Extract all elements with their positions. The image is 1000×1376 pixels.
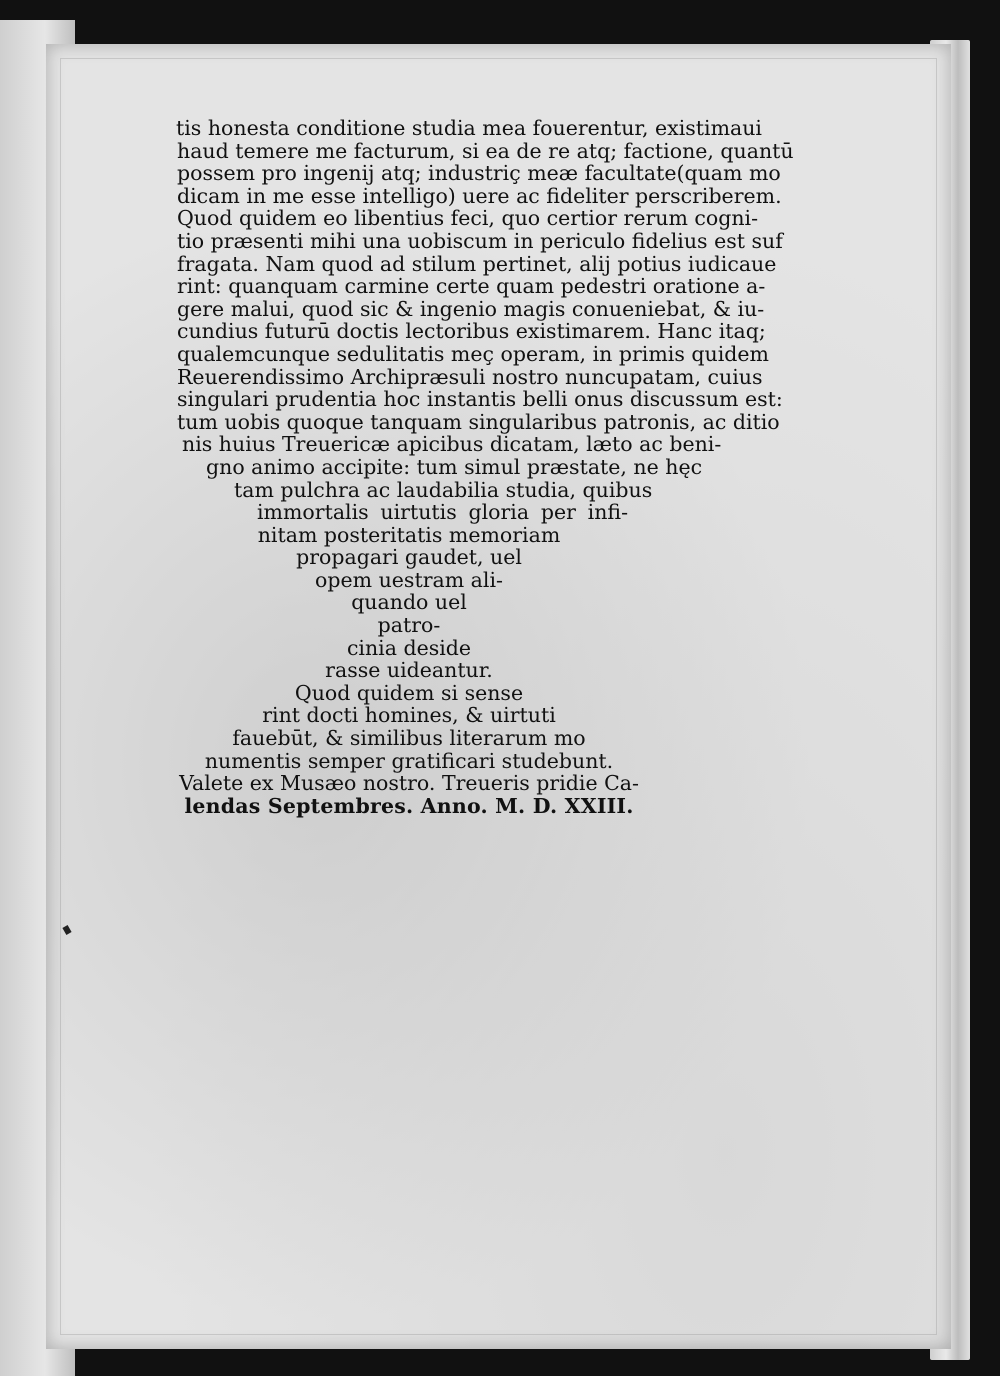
text-line: nis huius Treuericæ apicibus dicatam, læto ac beni- bbox=[182, 432, 722, 457]
text-line: rasse uideantur. bbox=[325, 658, 493, 683]
text-line: rint: quanquam carmine certe quam pedestri oratione a- bbox=[177, 274, 766, 299]
text-line: Valete ex Musæo nostro. Treueris pridie Ca- bbox=[179, 771, 639, 796]
text-line: patro- bbox=[377, 613, 441, 638]
text-line: haud temere me facturum, si ea de re atq; factione, quantū bbox=[177, 138, 794, 163]
text-line: tum uobis quoque tanquam singularibus patronis, ac ditio bbox=[177, 409, 780, 434]
text-line: tam pulchra ac laudabilia studia, quibus bbox=[234, 477, 653, 502]
text-line: Quod quidem si sense bbox=[294, 680, 524, 705]
text-line: qualemcunque sedulitatis meç operam, in primis quidem bbox=[177, 341, 769, 366]
text-line: fauebūt, & similibus literarum mo bbox=[232, 726, 586, 751]
colophon-date: lendas Septembres. Anno. M. D. XXIII. bbox=[184, 793, 634, 818]
text-line: cundius futurū doctis lectoribus existimarem. Hanc itaq; bbox=[177, 319, 766, 344]
text-line: propagari gaudet, uel bbox=[296, 545, 522, 570]
text-line: Reuerendissimo Archipræsuli nostro nuncupatam, cuius bbox=[177, 364, 763, 389]
text-line: rint docti homines, & uirtuti bbox=[262, 703, 556, 728]
text-line: opem uestram ali- bbox=[315, 567, 503, 592]
text-line: Quod quidem eo libentius feci, quo certior rerum cogni- bbox=[177, 206, 759, 231]
text-line: possem pro ingenij atq; industriç meæ facultate(quam mo bbox=[177, 161, 781, 186]
text-line: immortalis uirtutis gloria per infi- bbox=[257, 500, 628, 525]
text-line: singulari prudentia hoc instantis belli onus discussum est: bbox=[177, 387, 783, 412]
text-line: gere malui, quod sic & ingenio magis conueniebat, & iu- bbox=[177, 296, 765, 321]
text-line: fragata. Nam quod ad stilum pertinet, alij potius iudicaue bbox=[177, 251, 777, 276]
text-line: tio præsenti mihi una uobiscum in periculo fidelius est suf bbox=[177, 228, 783, 253]
text-line: quando uel bbox=[351, 590, 467, 615]
text-line: nitam posteritatis memoriam bbox=[257, 522, 561, 547]
text-line: gno animo accipite: tum simul præstate, ne hęc bbox=[206, 454, 703, 479]
text-line: numentis semper gratificari studebunt. bbox=[204, 748, 614, 773]
text-line: dicam in me esse intelligo) uere ac fideliter perscriberem. bbox=[177, 183, 782, 208]
text-line: tis honesta conditione studia mea fouerentur, existimaui bbox=[176, 116, 762, 140]
text-line: cinia deside bbox=[346, 635, 472, 660]
letter-text bbox=[126, 116, 794, 818]
